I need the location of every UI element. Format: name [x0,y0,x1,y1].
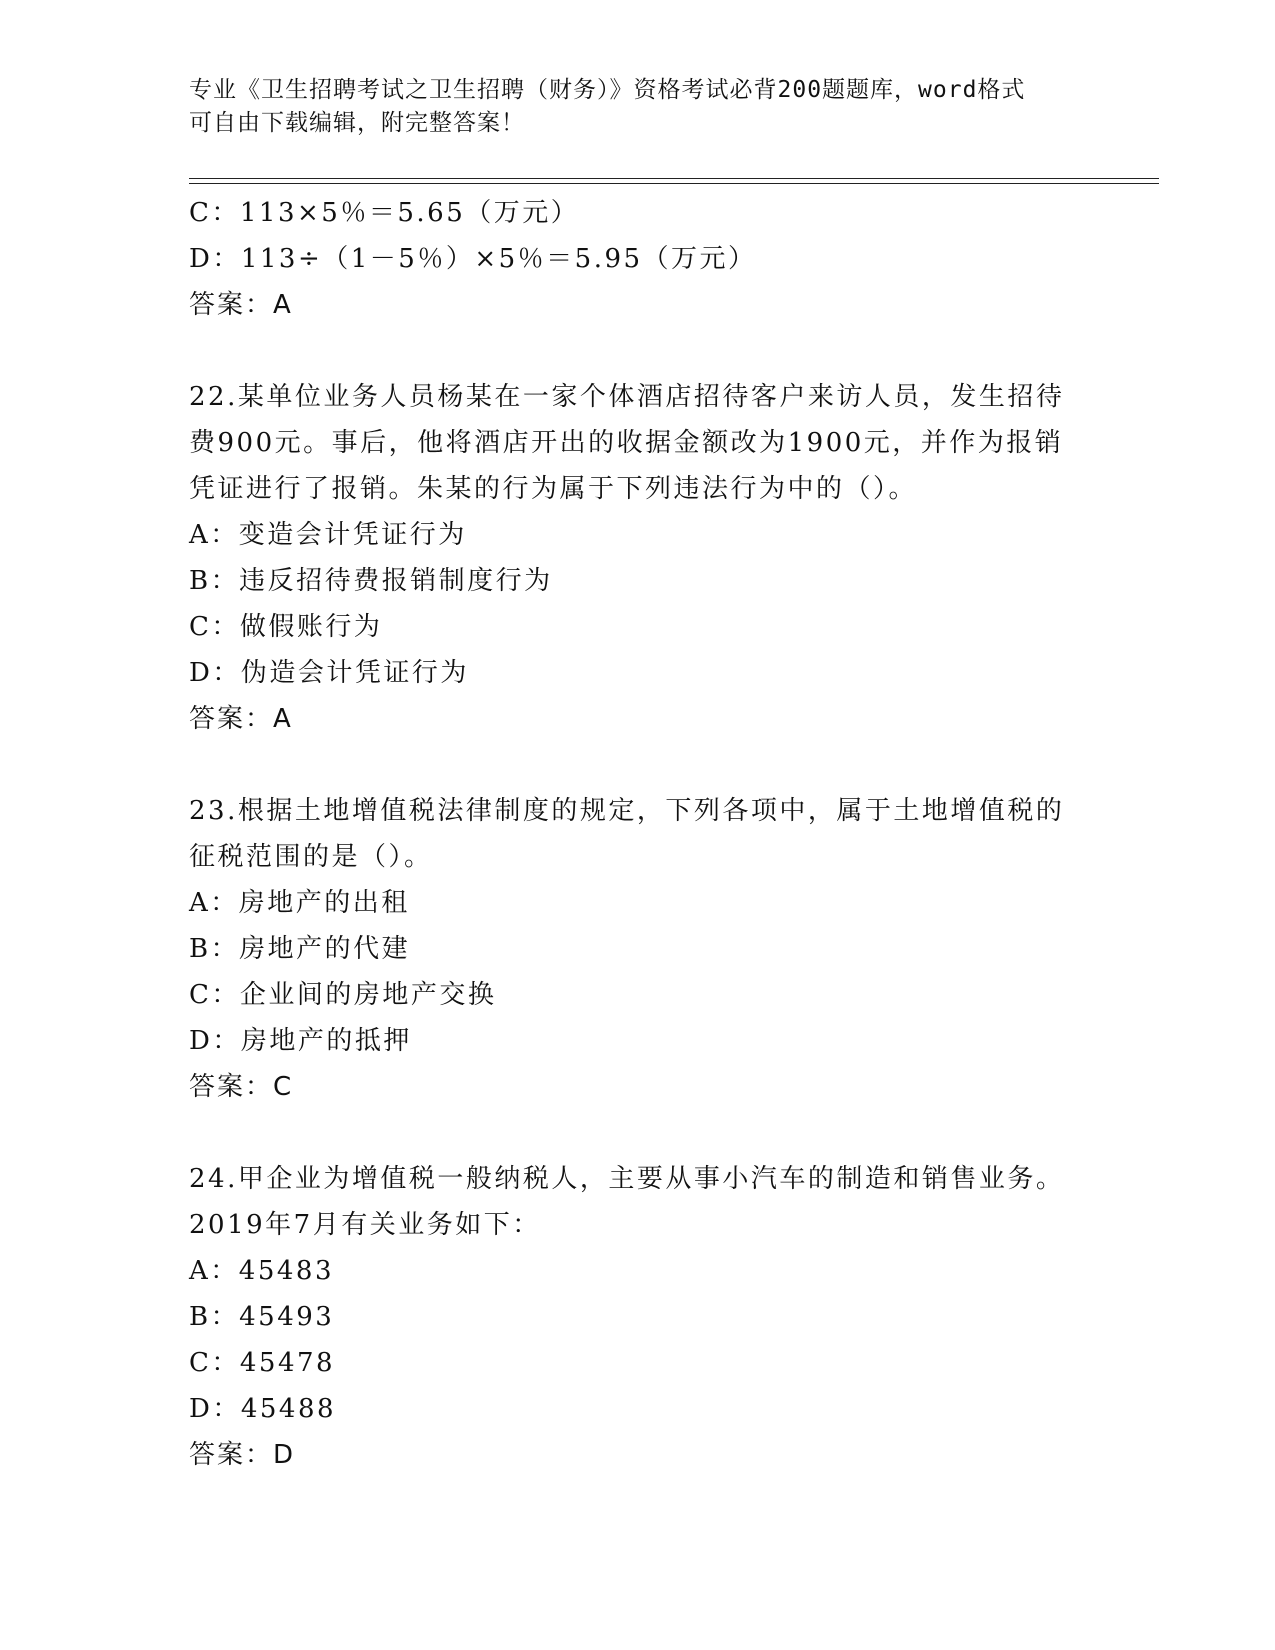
header-line-1: 专业《卫生招聘考试之卫生招聘（财务）》资格考试必背200题题库，word格式 [189,77,1026,103]
option-c: C：企业间的房地产交换 [189,980,497,1010]
question-stem-line: 23.根据土地增值税法律制度的规定，下列各项中，属于土地增值税的 [189,796,1065,826]
question-stem-line: 凭证进行了报销。朱某的行为属于下列违法行为中的（）。 [189,474,918,504]
option-d: D：伪造会计凭证行为 [189,658,469,688]
question-stem-line: 24.甲企业为增值税一般纳税人，主要从事小汽车的制造和销售业务。 [189,1164,1065,1194]
question-24 [189,1156,1149,1478]
answer-line: 答案：A [189,290,293,320]
option-c: C：做假账行为 [189,612,383,642]
question-23 [189,788,1149,1110]
question-stem-line: 费900元。事后，他将酒店开出的收据金额改为1900元，并作为报销 [189,428,1064,458]
question-stem-line: 2019年7月有关业务如下： [189,1210,541,1240]
document-header [189,74,1089,140]
answer-line: 答案：D [189,1440,296,1470]
header-line-2: 可自由下载编辑，附完整答案！ [189,110,525,136]
question-22 [189,374,1149,742]
option-d: D：房地产的抵押 [189,1026,412,1056]
answer-line: 答案：A [189,704,293,734]
option-c: C：113×5％＝5.65（万元） [189,198,580,228]
spacer [189,328,1149,374]
option-d: D：45488 [189,1394,337,1424]
header-divider-bottom [189,183,1159,184]
question-stem-line: 征税范围的是（）。 [189,842,433,872]
spacer [189,1110,1149,1156]
option-a: A：变造会计凭证行为 [189,520,467,550]
spacer [189,742,1149,788]
option-b: B：房地产的代建 [189,934,411,964]
question-stem-line: 22.某单位业务人员杨某在一家个体酒店招待客户来访人员，发生招待 [189,382,1065,412]
option-a: A：房地产的出租 [189,888,410,918]
prev-question-block [189,190,1149,328]
option-b: B：违反招待费报销制度行为 [189,566,553,596]
option-a: A：45483 [189,1256,334,1286]
option-d: D：113÷（1－5％）×5％＝5.95（万元） [189,244,757,274]
option-c: C：45478 [189,1348,336,1378]
option-b: B：45493 [189,1302,335,1332]
question-list [189,190,1149,1478]
header-divider-top [189,178,1159,179]
answer-line: 答案：C [189,1072,294,1102]
